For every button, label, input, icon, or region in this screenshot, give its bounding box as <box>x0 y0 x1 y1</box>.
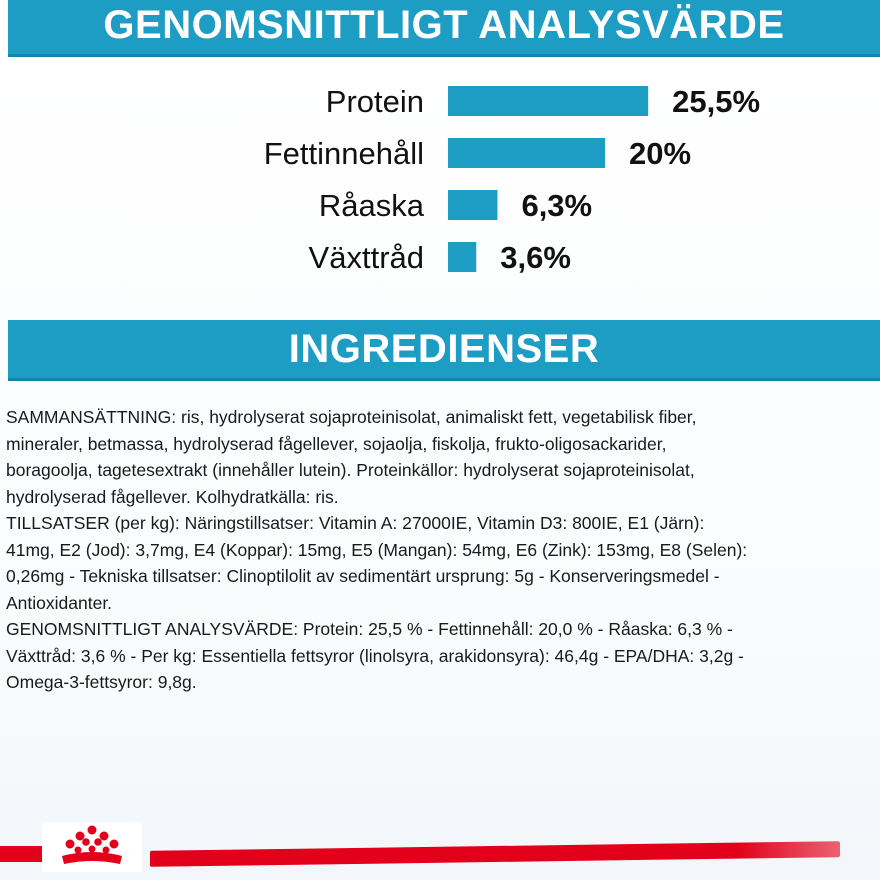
ingredients-paragraph: SAMMANSÄTTNING: ris, hydrolyserat sojaproteinisolat, animaliskt fett, vegetabilisk fiber, mineraler, betmassa, hydrolyserad fågellever, sojaolja, fiskolja, frukto-oligosackarider, boragoolja, tagetesextrakt (innehåller lutein). Proteinkällor: hydrolyserat sojaproteinisolat, hydrolyserad fågellever. Kolhydratkälla: ris. TILLSATSER (per kg): Näringstillsatser: Vitamin A: 27000IE, Vitamin D3: 800IE, E1 (Järn): 41mg, E2 (Jod): 3,7mg, E4 (Koppar): 15mg, E5 (Mangan): 54mg, E6 (Zink): 153mg, E8 (Selen): 0,26mg - Tekniska tillsatser: Clinoptilolit av sedimentärt ursprung: 5g - Konserveringsmedel - Antioxidanter. GENOMSNITTLIGT ANALYSVÄRDE: Protein: 25,5 % - Fettinnehåll: 20,0 % - Råaska: 6,3 % - Växttråd: 3,6 % - Per kg: Essentiella fettsyror (linolsyra, arakidonsyra): 46,4g - EPA/DHA: 3,2g - Omega-3-fettsyror: 9,8g. <box>6 407 748 692</box>
ingredients-text <box>6 404 878 696</box>
bar-category-label: Protein <box>325 84 424 119</box>
brand-stripe-left <box>0 846 42 862</box>
bar <box>448 86 648 116</box>
analysis-header: GENOMSNITTLIGT ANALYSVÄRDE <box>8 0 880 57</box>
bar <box>448 242 476 272</box>
bar-value-label: 3,6% <box>500 240 571 275</box>
analysis-bar-chart <box>0 60 880 310</box>
bar-category-label: Råaska <box>318 188 424 223</box>
bar <box>448 190 497 220</box>
bar-value-label: 6,3% <box>521 188 593 223</box>
bar-category-label: Fettinnehåll <box>263 136 424 171</box>
ingredients-header: INGREDIENSER <box>8 320 880 381</box>
bar-value-label: 20% <box>629 136 692 171</box>
bar-value-label: 25,5% <box>672 84 761 119</box>
bar-category-label: Växttråd <box>308 240 424 275</box>
bar <box>448 138 605 168</box>
crown-logo-icon <box>42 822 142 872</box>
